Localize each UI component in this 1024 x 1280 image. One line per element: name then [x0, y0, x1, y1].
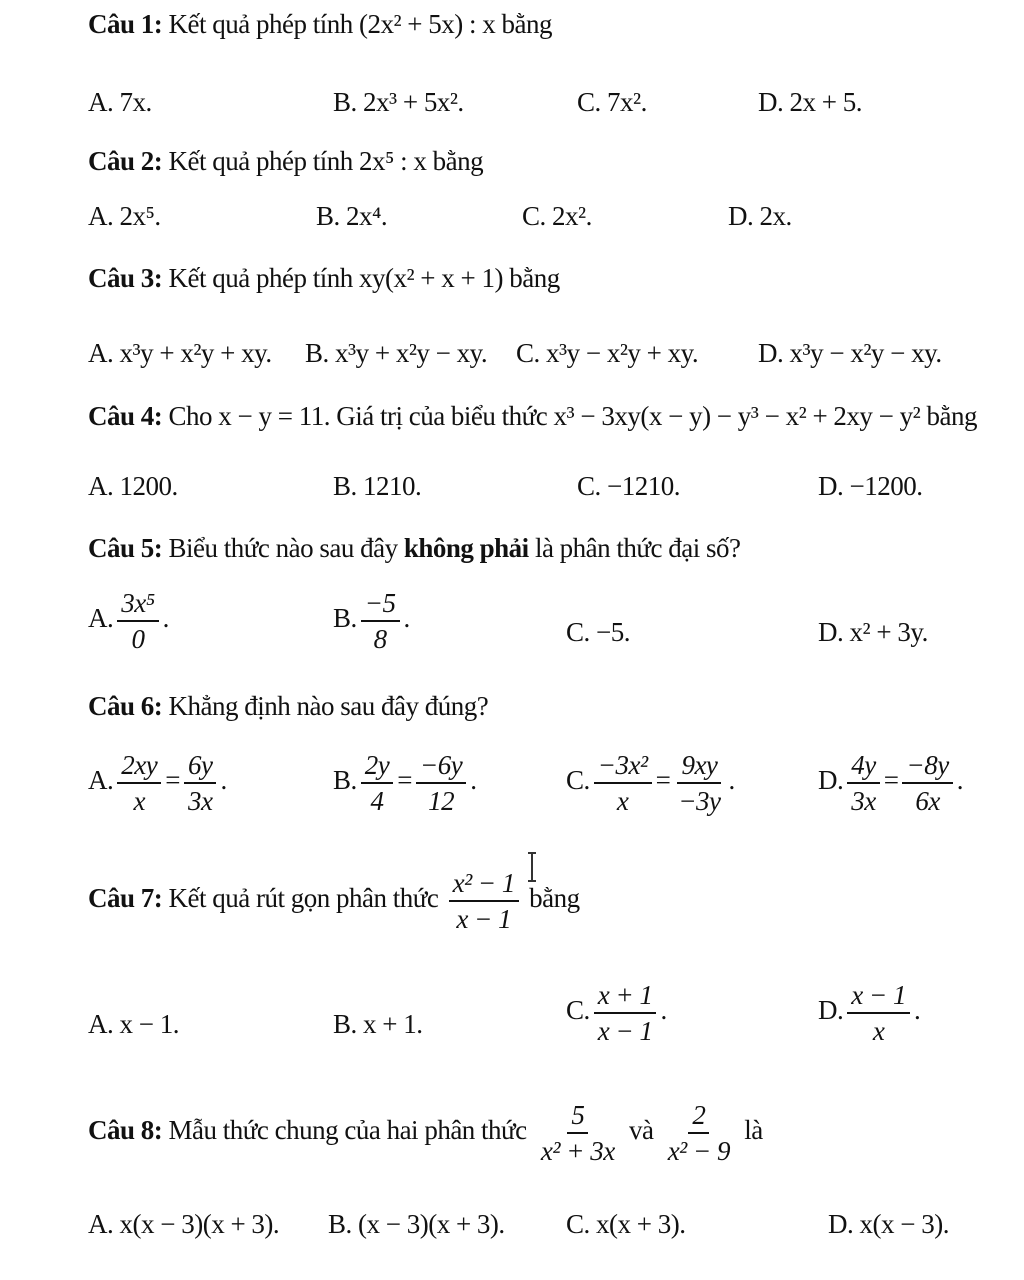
answer-c — [566, 980, 667, 1046]
answer-prefix: A. — [88, 765, 114, 796]
denominator: 6x — [915, 786, 940, 816]
answer-suffix: . — [913, 995, 921, 1026]
answer-d: D. x² + 3y. — [818, 617, 928, 647]
denominator: x — [616, 786, 629, 816]
answer-a: A. x³y + x²y + xy. — [88, 338, 272, 368]
answer-suffix: . — [660, 995, 667, 1026]
answer-prefix: A. — [88, 603, 114, 634]
answer-a — [88, 588, 169, 654]
answer-d: D. x(x − 3). — [828, 1209, 949, 1239]
question-text-end: là — [744, 1115, 763, 1146]
question-text-end: là phân thức đại số? — [534, 533, 741, 563]
answer-c: C. 2x². — [522, 201, 592, 231]
question-7 — [88, 868, 580, 934]
fraction — [361, 588, 400, 654]
answer-suffix: . — [470, 765, 477, 796]
fraction-second — [664, 1100, 734, 1166]
question-1 — [88, 8, 552, 40]
denominator: 3x — [187, 786, 213, 816]
answer-d: D. 2x + 5. — [758, 87, 862, 117]
fraction-left — [117, 750, 161, 816]
denominator: x² + 3x — [540, 1136, 615, 1166]
answer-suffix: . — [403, 603, 410, 634]
answer-b: B. (x − 3)(x + 3). — [328, 1209, 505, 1239]
answer-prefix: D. — [818, 995, 844, 1026]
answer-c — [566, 750, 735, 816]
answer-a — [88, 750, 227, 816]
question-label: Câu 6: — [88, 691, 163, 721]
denominator: x — [133, 786, 145, 816]
fraction-left — [361, 750, 393, 816]
question-5 — [88, 532, 741, 564]
question-text: Kết quả phép tính (2x² + 5x) : x bằng — [168, 9, 553, 39]
question-3 — [88, 262, 560, 294]
fraction — [117, 588, 158, 654]
answer-prefix: C. — [566, 995, 590, 1026]
fraction — [594, 980, 657, 1046]
answer-d: D. 2x. — [728, 201, 792, 231]
numerator: x + 1 — [594, 980, 657, 1014]
equals-sign: = — [397, 765, 412, 796]
answer-c: C. −5. — [566, 617, 630, 647]
answer-c: C. x³y − x²y + xy. — [516, 338, 699, 368]
answer-prefix: B. — [333, 765, 357, 796]
answer-b — [333, 588, 410, 654]
equals-sign: = — [165, 765, 180, 796]
question-4 — [88, 400, 977, 432]
question-text: Kết quả phép tính 2x⁵ : x bằng — [168, 146, 484, 176]
question-label: Câu 7: — [88, 883, 163, 914]
numerator: −5 — [361, 588, 400, 622]
answer-prefix: B. — [333, 603, 357, 634]
denominator: 4 — [370, 786, 384, 816]
question-text-start: Biểu thức nào sau đây — [168, 533, 398, 563]
fraction-right — [674, 750, 724, 816]
question-label: Câu 5: — [88, 533, 163, 563]
denominator: 12 — [428, 786, 455, 816]
numerator: 2y — [361, 750, 393, 784]
denominator: 3x — [851, 786, 876, 816]
answer-a: A. 1200. — [88, 471, 178, 501]
question-text: Khẳng định nào sau đây đúng? — [168, 691, 489, 721]
question-text-start: Kết quả rút gọn phân thức — [168, 883, 439, 914]
answer-b: B. x + 1. — [333, 1009, 423, 1039]
question-label: Câu 3: — [88, 263, 163, 293]
answer-suffix: . — [956, 765, 963, 796]
denominator: −3y — [678, 786, 721, 816]
conjunction: và — [628, 1115, 654, 1146]
question-label: Câu 8: — [88, 1115, 163, 1146]
numerator: −3x² — [594, 750, 652, 784]
answer-prefix: D. — [818, 765, 844, 796]
question-emphasis: không phải — [403, 533, 529, 563]
answer-a: A. x(x − 3)(x + 3). — [88, 1209, 280, 1239]
answer-a: A. x − 1. — [88, 1009, 179, 1039]
question-text: Cho x − y = 11. Giá trị của biểu thức x³ − 3xy(x − y) − y³ − x² + 2xy − y² bằng — [168, 401, 977, 431]
numerator: −6y — [416, 750, 466, 784]
denominator: x — [872, 1016, 885, 1046]
question-6 — [88, 690, 488, 722]
fraction — [847, 980, 910, 1046]
numerator: 2 — [688, 1100, 709, 1134]
answer-d: D. −1200. — [818, 471, 923, 501]
answer-c: C. x(x + 3). — [566, 1209, 686, 1239]
answer-a: A. 7x. — [88, 87, 152, 117]
question-label: Câu 4: — [88, 401, 163, 431]
fraction-right — [184, 750, 216, 816]
answer-b: B. x³y + x²y − xy. — [305, 338, 488, 368]
numerator: x² − 1 — [449, 868, 519, 902]
question-8 — [88, 1100, 763, 1166]
numerator: 5 — [567, 1100, 588, 1134]
fraction-left — [594, 750, 652, 816]
answer-b: B. 2x⁴. — [316, 201, 388, 231]
equals-sign: = — [655, 765, 671, 796]
answer-d: D. x³y − x²y − xy. — [758, 338, 942, 368]
answer-c: C. −1210. — [577, 471, 680, 501]
numerator: 3x⁵ — [117, 588, 158, 622]
answer-suffix: . — [162, 603, 169, 634]
numerator: 4y — [847, 750, 879, 784]
fraction-right — [416, 750, 466, 816]
text-cursor-icon — [531, 852, 539, 882]
answer-a: A. 2x⁵. — [88, 201, 161, 231]
answer-d — [818, 980, 920, 1046]
denominator: x − 1 — [597, 1016, 653, 1046]
fraction — [449, 868, 519, 934]
numerator: 9xy — [677, 750, 721, 784]
numerator: 2xy — [117, 750, 161, 784]
answer-b: B. 1210. — [333, 471, 422, 501]
fraction-first — [537, 1100, 619, 1166]
question-text: Kết quả phép tính xy(x² + x + 1) bằng — [168, 263, 560, 293]
question-label: Câu 1: — [88, 9, 163, 39]
numerator: x − 1 — [847, 980, 910, 1014]
denominator: x² − 9 — [667, 1136, 731, 1166]
denominator: 8 — [373, 624, 387, 654]
fraction-left — [847, 750, 879, 816]
question-2 — [88, 145, 483, 177]
denominator: x − 1 — [456, 904, 512, 934]
question-label: Câu 2: — [88, 146, 163, 176]
numerator: −8y — [902, 750, 952, 784]
question-text-end: bằng — [529, 883, 580, 914]
answer-prefix: C. — [566, 765, 590, 796]
answer-suffix: . — [220, 765, 227, 796]
answer-c: C. 7x². — [577, 87, 647, 117]
fraction-right — [902, 750, 952, 816]
numerator: 6y — [184, 750, 216, 784]
answer-b: B. 2x³ + 5x². — [333, 87, 464, 117]
answer-d — [818, 750, 963, 816]
equals-sign: = — [883, 765, 899, 796]
question-text-start: Mẫu thức chung của hai phân thức — [168, 1115, 527, 1146]
answer-b — [333, 750, 476, 816]
answer-suffix: . — [728, 765, 735, 796]
denominator: 0 — [131, 624, 145, 654]
